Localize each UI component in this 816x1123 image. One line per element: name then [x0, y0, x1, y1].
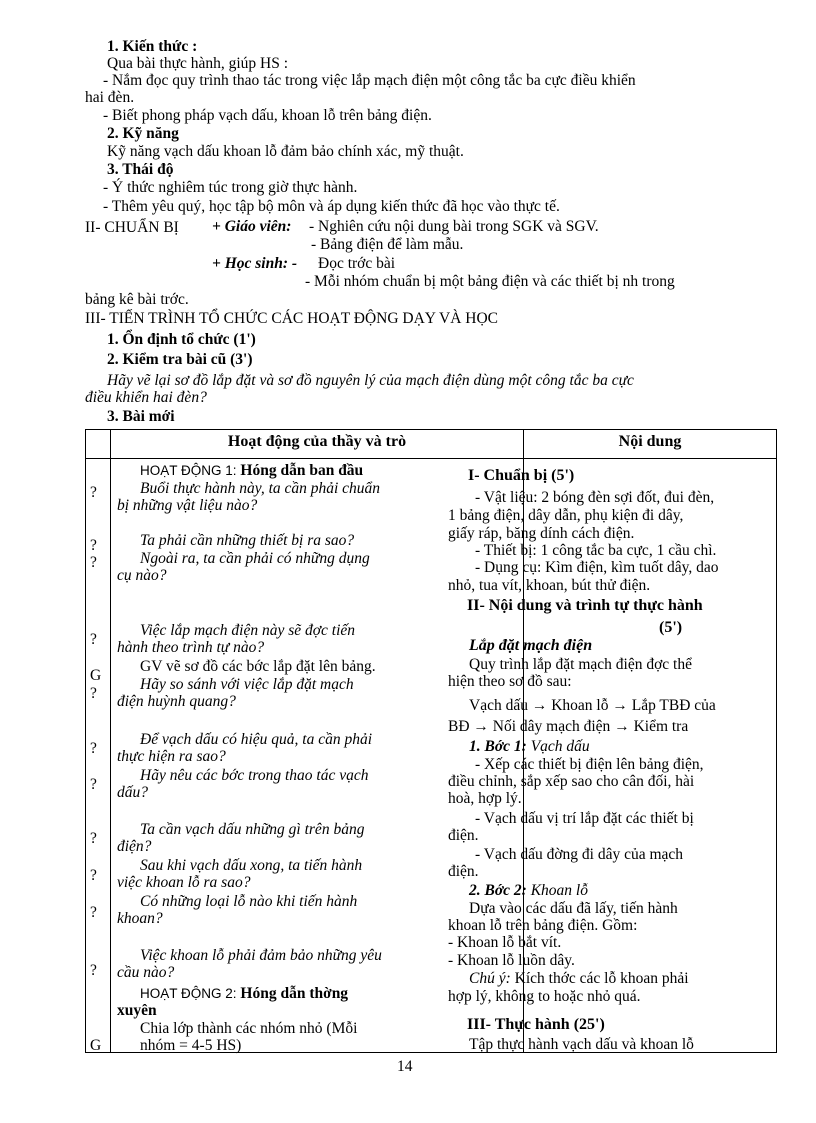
review-question-cont: điều khiển hai đèn? — [85, 389, 207, 406]
flow-diagram: Vạch dấu → Khoan lỗ → Lắp TBĐ của — [469, 697, 716, 714]
content-line: hoà, hợp lý. — [448, 790, 522, 807]
flow-diagram-cont: BĐ → Nối dây mạch điện → Kiểm tra — [448, 718, 689, 735]
lesson-table — [85, 429, 777, 1053]
teacher-question-cont: bị những vật liệu nào? — [117, 497, 258, 514]
student-item-cont: bảng kê bài trớc. — [85, 291, 189, 308]
col-header-content: Nội dung — [618, 433, 682, 450]
marker: ? — [90, 537, 97, 554]
content-line: điện. — [448, 827, 479, 844]
teacher-question-cont: việc khoan lỗ ra sao? — [117, 874, 251, 891]
content-line: 1 bảng điện, dây dẫn, phụ kiện đi dây, — [448, 507, 684, 524]
content-line: - Khoan lỗ luồn dây. — [448, 952, 575, 969]
content-line: - Vạch dấu đờng đi dây của mạch — [475, 846, 684, 863]
marker: G — [90, 1037, 102, 1054]
marker: G — [90, 667, 102, 684]
teacher-question: Hãy so sánh với việc lắp đặt mạch — [140, 676, 354, 693]
review-question: Hãy vẽ lại sơ đồ lắp đặt và sơ đồ nguyên lý của mạch điện dùng một công tắc ba cực — [107, 372, 634, 389]
teacher-question: Ta cần vạch dấu những gì trên bảng — [140, 821, 365, 838]
marker: ? — [90, 631, 97, 648]
activity-2-heading-cont: xuyên — [117, 1002, 157, 1019]
content-line: Quy trình lắp đặt mạch điện đợc thể — [469, 656, 692, 673]
knowledge-item: - Biết phong pháp vạch dấu, khoan lỗ trên bảng điện. — [103, 107, 432, 124]
student-item: - Mỗi nhóm chuẩn bị một bảng điện và các thiết bị nh trong — [305, 273, 675, 290]
teacher-question: Hãy nêu các bớc trong thao tác vạch — [140, 767, 369, 784]
teacher-question-cont: khoan? — [117, 910, 163, 927]
content-heading-time: (5') — [659, 619, 683, 636]
teacher-action: Chia lớp thành các nhóm nhỏ (Mỗi — [140, 1020, 358, 1037]
teacher-question-cont: điện huỳnh quang? — [117, 693, 236, 710]
step-organize: 1. Ổn định tổ chức (1') — [107, 331, 256, 348]
teacher-question-cont: dấu? — [117, 784, 148, 801]
content-subheading: Lắp đặt mạch điện — [469, 637, 593, 654]
teacher-question: Ngoài ra, ta cần phải có những dụng — [140, 550, 370, 567]
step-2-heading: 2. Bớc 2: Khoan lỗ — [469, 882, 588, 899]
teacher-question: Việc lắp mạch điện này sẽ đợc tiến — [140, 622, 356, 639]
content-line: - Xếp các thiết bị điện lên bảng điện, — [475, 756, 704, 773]
marker: ? — [90, 962, 97, 979]
step-review: 2. Kiểm tra bài cũ (3') — [107, 351, 253, 368]
knowledge-item-cont: hai đèn. — [85, 89, 135, 106]
content-heading-prep: I- Chuẩn bị (5') — [468, 467, 575, 484]
content-line: - Khoan lỗ bắt vít. — [448, 934, 562, 951]
attitude-item: - Thêm yêu quý, học tập bộ môn và áp dụng kiến thức đã học vào thực tế. — [103, 198, 560, 215]
arrow-icon: → — [473, 718, 489, 735]
marker: ? — [90, 830, 97, 847]
content-line: - Dụng cụ: Kìm điện, kìm tuốt dây, dao — [475, 559, 719, 576]
prep-title: II- CHUẨN BỊ — [85, 219, 179, 236]
teacher-action: GV vẽ sơ đồ các bớc lắp đặt lên bảng. — [140, 658, 376, 675]
heading-skill: 2. Kỹ năng — [107, 125, 179, 142]
note: Chú ý: Kích thớc các lỗ khoan phải — [469, 970, 689, 987]
content-line: - Thiết bị: 1 công tắc ba cực, 1 cầu chì. — [475, 542, 717, 559]
content-line: Dựa vào các dấu đã lấy, tiến hành — [469, 900, 678, 917]
content-line: khoan lỗ trên bảng điện. Gồm: — [448, 917, 638, 934]
teacher-question-cont: hành theo trình tự nào? — [117, 639, 265, 656]
content-line: giấy ráp, băng dính cách điện. — [448, 525, 635, 542]
teacher-question: Sau khi vạch dấu xong, ta tiến hành — [140, 857, 363, 874]
teacher-item: - Nghiên cứu nội dung bài trong SGK và SGV. — [309, 218, 599, 235]
heading-attitude: 3. Thái độ — [107, 161, 174, 178]
arrow-icon: → — [531, 697, 548, 714]
marker: ? — [90, 867, 97, 884]
step-1-heading: 1. Bớc 1: Vạch dấu — [469, 738, 590, 755]
note-cont: hợp lý, không to hoặc nhỏ quá. — [448, 988, 641, 1005]
content-heading-practice: III- Thực hành (25') — [467, 1016, 605, 1033]
marker: ? — [90, 554, 97, 571]
teacher-question: Để vạch dấu có hiệu quả, ta cần phải — [140, 731, 373, 748]
content-line: nhỏ, tua vít, khoan, bút thử điện. — [448, 577, 651, 594]
activity-1-heading: HOẠT ĐỘNG 1: Hóng dẫn ban đầu — [140, 462, 364, 479]
marker: ? — [90, 904, 97, 921]
teacher-question-cont: cụ nào? — [117, 567, 167, 584]
marker: ? — [90, 484, 97, 501]
student-label: + Học sinh: - — [212, 255, 298, 272]
content-line: điện. — [448, 863, 479, 880]
content-line: - Vạch dấu vị trí lắp đặt các thiết bị — [475, 810, 694, 827]
teacher-question: Ta phải cần những thiết bị ra sao? — [140, 532, 355, 549]
marker: ? — [90, 685, 97, 702]
teacher-question-cont: cầu nào? — [117, 964, 175, 981]
knowledge-item: - Nắm đọc quy trình thao tác trong việc lắp mạch điện một công tắc ba cực điều khiển — [103, 72, 636, 89]
content-line: hiện theo sơ đồ sau: — [448, 673, 572, 690]
marker: ? — [90, 776, 97, 793]
page-number: 14 — [397, 1058, 413, 1075]
teacher-action-cont: nhóm = 4-5 HS) — [140, 1037, 242, 1054]
teacher-question-cont: điện? — [117, 838, 152, 855]
arrow-icon: → — [614, 718, 630, 735]
teacher-label: + Giáo viên: — [212, 218, 292, 235]
process-title: III- TIẾN TRÌNH TỔ CHỨC CÁC HOẠT ĐỘNG DẠY VÀ HỌC — [85, 310, 499, 327]
student-item: Đọc trớc bài — [318, 255, 396, 272]
knowledge-lead: Qua bài thực hành, giúp HS : — [107, 55, 289, 72]
teacher-question: Có những loại lỗ nào khi tiến hành — [140, 893, 358, 910]
activity-2-heading: HOẠT ĐỘNG 2: Hóng dẫn thờng — [140, 985, 349, 1002]
attitude-item: - Ý thức nghiêm túc trong giờ thực hành. — [103, 179, 358, 196]
step-new-lesson: 3. Bài mới — [107, 408, 175, 425]
teacher-question: Việc khoan lỗ phải đảm bảo những yêu — [140, 947, 382, 964]
content-heading-procedure: II- Nội dung và trình tự thực hành — [467, 597, 703, 614]
teacher-question: Buổi thực hành này, ta cần phải chuẩn — [140, 480, 381, 497]
marker: ? — [90, 740, 97, 757]
teacher-item: - Bảng điện để làm mẫu. — [311, 236, 464, 253]
heading-knowledge: 1. Kiến thức : — [107, 38, 198, 55]
teacher-question-cont: thực hiện ra sao? — [117, 748, 226, 765]
arrow-icon: → — [612, 697, 628, 714]
content-line: điều chỉnh, sắp xếp sao cho cân đối, hài — [448, 773, 695, 790]
content-line: - Vật liệu: 2 bóng đèn sợi đốt, đui đèn, — [475, 489, 715, 506]
content-line: Tập thực hành vạch dấu và khoan lỗ — [469, 1036, 694, 1053]
col-header-activity: Hoạt động của thầy và trò — [227, 433, 407, 450]
skill-item: Kỹ năng vạch dấu khoan lỗ đảm bảo chính xác, mỹ thuật. — [107, 143, 464, 160]
